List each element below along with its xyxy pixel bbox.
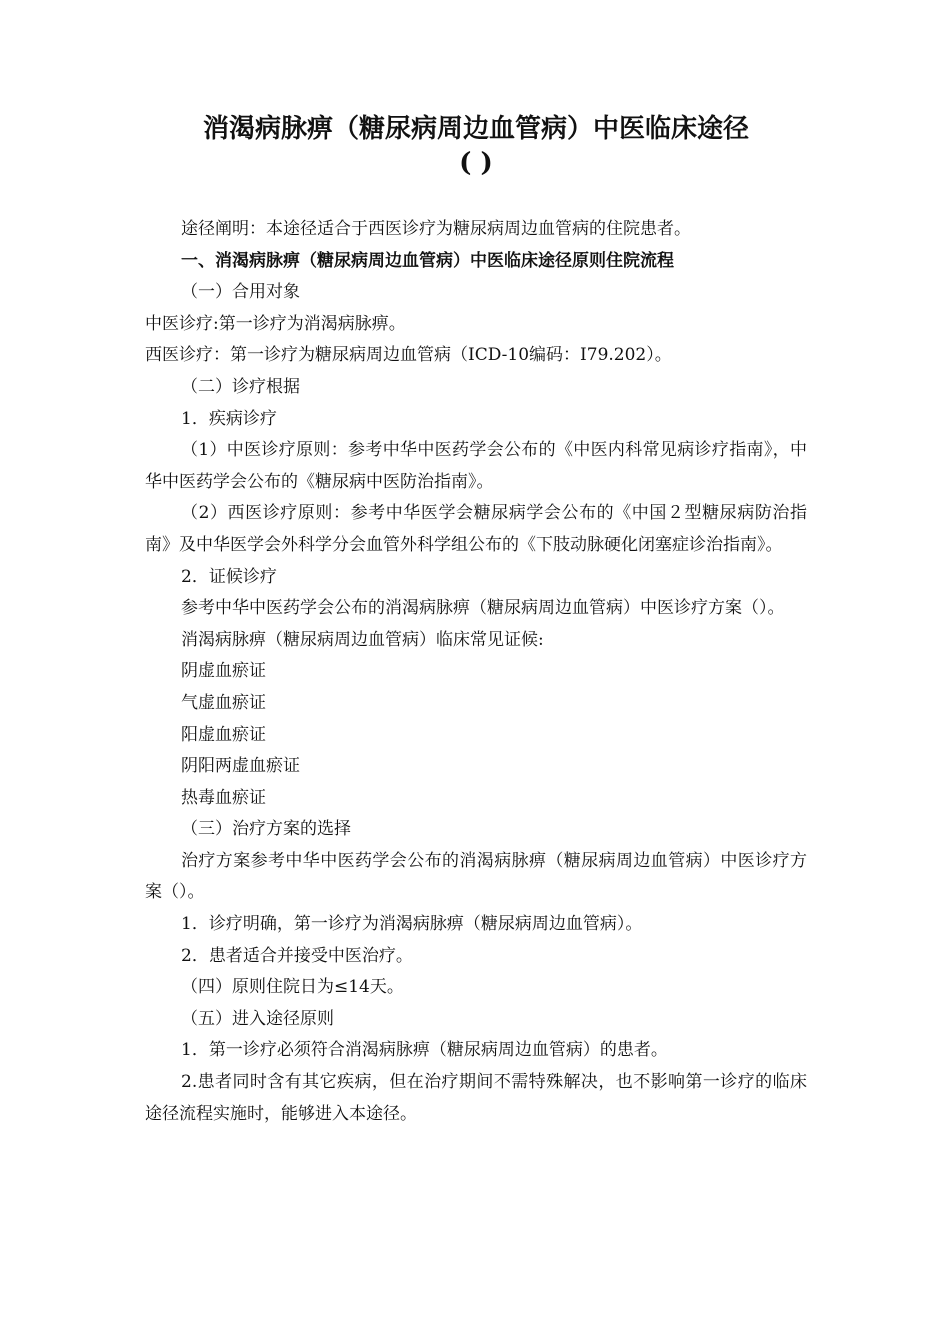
document-title-suffix: ( ) [459, 148, 493, 178]
paragraph: 2.患者同时含有其它疾病，但在治疗期间不需特殊解决，也不影响第一诊疗的临床途径流程实施时，能够进入本途径。 [145, 1072, 807, 1124]
paragraph: 中医诊疗:第一诊疗为消渴病脉痹。 [145, 313, 406, 334]
paragraph: 1．诊疗明确，第一诊疗为消渴病脉痹（糖尿病周边血管病）。 [181, 914, 643, 935]
subsection-heading: （二）诊疗根据 [181, 376, 300, 397]
list-item: 阴虚血瘀证 [181, 661, 266, 682]
list-item: 热毒血瘀证 [181, 787, 266, 808]
paragraph: 参考中华中医药学会公布的消渴病脉痹（糖尿病周边血管病）中医诊疗方案（）。 [181, 598, 785, 619]
section-heading-1: 一、消渴病脉痹（糖尿病周边血管病）中医临床途径原则住院流程 [181, 250, 674, 271]
subsection-heading: （三）治疗方案的选择 [181, 819, 351, 840]
document-page [145, 112, 807, 1130]
paragraph: 1．第一诊疗必须符合消渴病脉痹（糖尿病周边血管病）的患者。 [181, 1040, 668, 1061]
paragraph: （1）中医诊疗原则：参考中华中医药学会公布的《中医内科常见病诊疗指南》，中华中医药学会公布的《糖尿病中医防治指南》。 [145, 440, 807, 492]
list-item: 阴阳两虚血瘀证 [181, 756, 300, 777]
paragraph: 治疗方案参考中华中医药学会公布的消渴病脉痹（糖尿病周边血管病）中医诊疗方案（）。 [145, 850, 807, 903]
paragraph: 西医诊疗：第一诊疗为糖尿病周边血管病（ICD-10编码：I79.202）。 [145, 345, 672, 366]
document-title: 消渴病脉痹（糖尿病周边血管病）中医临床途径 [202, 114, 749, 144]
paragraph: 2．证候诊疗 [181, 566, 277, 587]
list-item: 气虚血瘀证 [181, 692, 266, 713]
paragraph: （2）西医诊疗原则：参考中华医学会糖尿病学会公布的《中国２型糖尿病防治指南》及中华医学会外科学分会血管外科学组公布的《下肢动脉硬化闭塞症诊治指南》。 [145, 503, 807, 555]
subsection-heading: （一）合用对象 [181, 282, 300, 303]
subsection-heading: （四）原则住院日为≤14天。 [181, 977, 404, 998]
list-item: 阳虚血瘀证 [181, 724, 266, 745]
paragraph: 2．患者适合并接受中医治疗。 [181, 945, 413, 966]
subsection-heading: （五）进入途径原则 [181, 1008, 334, 1029]
paragraph: 1．疾病诊疗 [181, 408, 277, 429]
pathway-statement: 途径阐明：本途径适合于西医诊疗为糖尿病周边血管病的住院患者。 [181, 219, 691, 239]
paragraph: 消渴病脉痹（糖尿病周边血管病）临床常见证候: [181, 629, 544, 650]
